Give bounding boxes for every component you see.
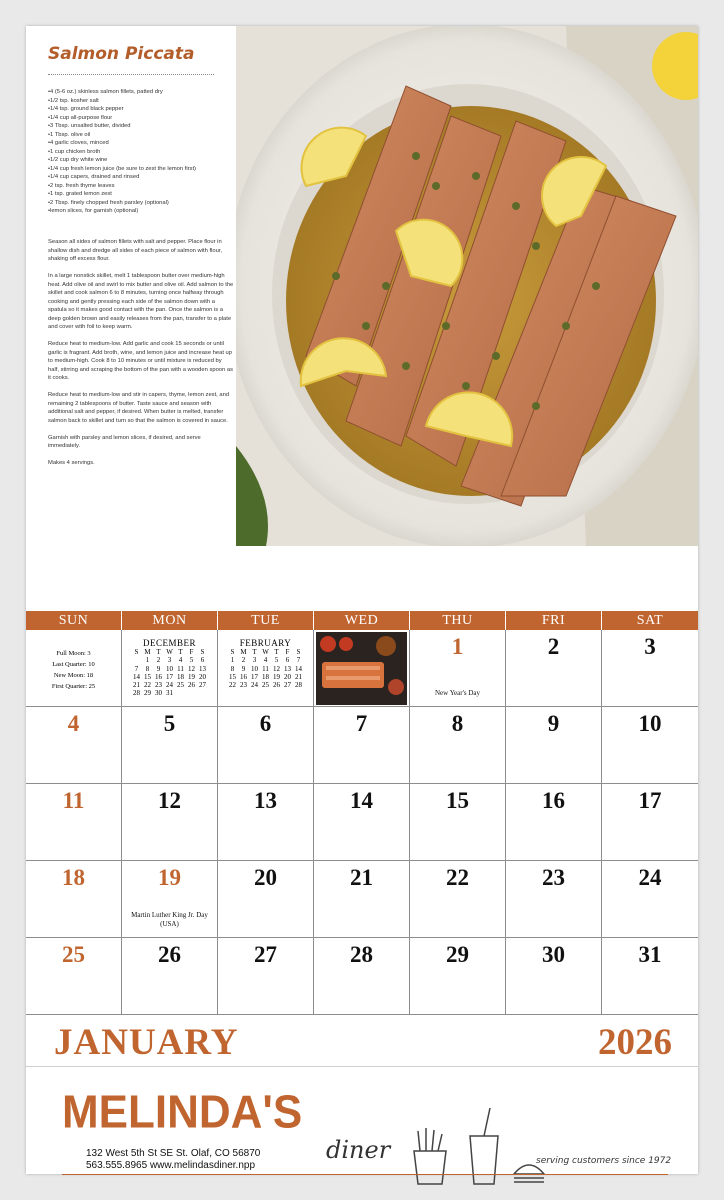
recipe-step: Season all sides of salmon fillets with salt and pepper. Place flour in shallow dish and dredge all sides of each piece of salmon with flour, shaking off excess flour. (48, 239, 223, 262)
mini-day: 28 (133, 689, 140, 698)
mini-day: 29 (144, 689, 151, 698)
mini-day: 31 (166, 689, 173, 698)
mini-day: 7 (296, 656, 301, 665)
ingredient-item: • 3 Tbsp. unsalted butter, divided (48, 122, 238, 131)
next-month-mini-calendar (218, 630, 313, 689)
mini-day: 27 (199, 681, 206, 690)
ingredient-item: • 1 cup chicken broth (48, 148, 238, 157)
day-number: 12 (158, 788, 181, 813)
day-number: 16 (542, 788, 565, 813)
month-calendar (26, 611, 698, 1075)
day-number: 25 (62, 942, 85, 967)
mini-day: 9 (241, 664, 246, 673)
moon-phases (26, 630, 121, 692)
day-cell (314, 938, 410, 1015)
day-cell (218, 784, 314, 861)
recipe-step: In a large nonstick skillet, melt 1 tablespoon butter over medium-high heat. Add olive oil and swirl to mix butter and olive oil. Add salmon to the skillet and cook salmon 6 to 8 minutes, turning once halfway through cooking and gently pressing each side of the salmon down with a spatula so it makes good contact with the pan. Once the salmon is a deep golden brown and easily releases from the pan, transfer to a plate and cover with foil to keep warm. (48, 273, 234, 330)
day-number: 11 (62, 788, 85, 813)
mini-day: 19 (188, 672, 195, 681)
mini-day (131, 656, 142, 664)
mini-weekday: T (156, 648, 161, 656)
mini-day: 23 (155, 681, 162, 690)
month-name: JANUARY (54, 1022, 239, 1063)
day-cell (218, 630, 314, 707)
mini-day: 3 (167, 656, 172, 665)
mini-day: 13 (284, 664, 291, 673)
mini-day: 16 (240, 672, 247, 681)
day-number: 26 (158, 942, 181, 967)
contact: 563.555.8965 www.melindasdiner.npp (86, 1160, 256, 1171)
mini-day: 26 (273, 681, 280, 690)
mini-weekday: T (274, 648, 279, 656)
mini-day: 4 (263, 656, 268, 665)
mini-day: 20 (199, 672, 206, 681)
mini-day: 27 (284, 681, 291, 690)
day-number: 6 (259, 711, 272, 736)
advertiser-imprint (26, 1066, 698, 1174)
recipe-title: Salmon Piccata (48, 44, 195, 64)
day-cell (410, 707, 506, 784)
mini-weekday: S (200, 648, 205, 656)
mini-weekday: W (166, 648, 173, 656)
ingredient-item: • 2 tsp. fresh thyme leaves (48, 182, 238, 191)
day-cell (26, 630, 122, 707)
day-cell (26, 784, 122, 861)
ingredient-item: • 2 Tbsp. finely chopped fresh parsley (optional) (48, 199, 238, 208)
day-number: 14 (350, 788, 373, 813)
mini-calendar-grid (218, 648, 313, 689)
mini-day: 7 (134, 664, 139, 673)
mini-day: 14 (295, 664, 302, 673)
recipe-instructions (48, 238, 234, 476)
ingredient-item: • lemon slices, for garnish (optional) (48, 207, 238, 216)
mini-day: 18 (177, 672, 184, 681)
mini-day (175, 689, 186, 697)
mini-weekday: T (252, 648, 257, 656)
weekday-header (26, 611, 698, 630)
day-number: 3 (644, 634, 656, 659)
mini-weekday: M (240, 648, 247, 656)
moon-phase: First Quarter: 25 (51, 683, 96, 690)
day-cell (26, 707, 122, 784)
weekday-label: SUN (26, 611, 122, 630)
mini-day: 18 (262, 672, 269, 681)
mini-day: 24 (166, 681, 173, 690)
recipe-step: Reduce heat to medium-low and stir in capers, thyme, lemon zest, and remaining 2 tablespoons of butter. Taste sauce and season with additional salt and pepper, if desired. When butter is melted, transfer salmon back to skillet and turn so that the salmon is covered in sauce. (48, 392, 230, 424)
day-number: 21 (350, 865, 373, 890)
holiday-label: New Year's Day (434, 689, 480, 697)
day-number: 10 (638, 711, 662, 736)
mini-day: 20 (284, 672, 291, 681)
mini-weekday: S (296, 648, 301, 656)
ingredient-item: • 1/4 tsp. ground black pepper (48, 105, 238, 114)
mini-day: 6 (285, 656, 290, 665)
mini-day: 11 (177, 664, 184, 673)
mini-day (186, 689, 197, 697)
mini-day: 4 (178, 656, 183, 665)
day-cell (122, 784, 218, 861)
day-number: 29 (446, 942, 469, 967)
day-cell (26, 861, 122, 938)
mini-day: 25 (177, 681, 184, 690)
day-cell (314, 630, 410, 707)
ingredient-item: • 4 (5-6 oz.) skinless salmon fillets, patted dry (48, 88, 238, 97)
mini-calendar-title: DECEMBER (142, 638, 196, 648)
day-cell (602, 630, 698, 707)
day-number: 18 (62, 865, 85, 890)
mini-day: 6 (200, 656, 205, 665)
brand-subtitle: diner (326, 1136, 391, 1164)
tagline: serving customers since 1972 (536, 1156, 672, 1166)
mini-day: 19 (273, 672, 280, 681)
day-number: 7 (355, 711, 368, 736)
day-number: 30 (542, 942, 565, 967)
recipe-step: Makes 4 servings. (48, 460, 95, 466)
day-cell (506, 784, 602, 861)
mini-day: 21 (295, 672, 302, 681)
address: 132 West 5th St SE St. Olaf, CO 56870 (86, 1148, 261, 1159)
day-number: 8 (451, 711, 464, 736)
recipe-step: Garnish with parsley and lemon slices, if desired, and serve immediately. (48, 434, 201, 449)
moon-phase: Last Quarter: 10 (52, 661, 95, 668)
day-cell (602, 784, 698, 861)
weekday-label: MON (122, 611, 218, 630)
imprint-rule (62, 1174, 668, 1175)
mini-day: 5 (274, 656, 279, 665)
weekday-label: TUE (218, 611, 314, 630)
mini-weekday: S (134, 648, 139, 656)
mini-day: 5 (189, 656, 194, 665)
mini-day: 1 (145, 656, 150, 665)
moon-phase: Full Moon: 3 (56, 650, 91, 657)
mini-weekday: F (189, 648, 194, 656)
mini-weekday: W (262, 648, 269, 656)
ingredient-item: • 1/2 cup dry white wine (48, 156, 238, 165)
mini-day: 15 (229, 672, 236, 681)
mini-day: 2 (241, 656, 246, 665)
day-cell (602, 707, 698, 784)
day-number: 5 (163, 711, 176, 736)
mini-day: 15 (144, 672, 151, 681)
prev-month-mini-calendar (122, 630, 217, 698)
ingredient-item: • 1/4 cup fresh lemon juice (be sure to zest the lemon first) (48, 165, 238, 174)
mini-day: 12 (273, 664, 280, 673)
day-cell (506, 707, 602, 784)
mini-day: 10 (166, 664, 173, 673)
day-number: 2 (547, 634, 560, 659)
title-divider (48, 74, 214, 75)
recipe-panel (26, 26, 236, 546)
mini-day: 13 (199, 664, 206, 673)
day-cell (602, 938, 698, 1015)
day-cell (314, 784, 410, 861)
salmon-photo (236, 26, 698, 546)
year: 2026 (598, 1022, 672, 1063)
mini-day: 8 (145, 664, 150, 673)
mini-day: 9 (156, 664, 161, 673)
mini-day: 3 (252, 656, 257, 665)
ingredient-item: • 1/4 cup all-purpose flour (48, 114, 238, 123)
day-cell (26, 938, 122, 1015)
day-number: 22 (446, 865, 469, 890)
day-number: 13 (254, 788, 277, 813)
mini-weekday: F (285, 648, 290, 656)
salmon-piccata-image (236, 26, 698, 546)
day-cell (506, 630, 602, 707)
mini-day: 25 (262, 681, 269, 690)
mini-day: 11 (262, 664, 269, 673)
address-block (86, 1148, 260, 1172)
holiday-label: Martin Luther King Jr. Day (USA) (131, 911, 208, 928)
day-cell (122, 938, 218, 1015)
mini-day: 28 (295, 681, 302, 690)
ingredient-item: • 1 Tbsp. olive oil (48, 131, 238, 140)
day-number: 20 (254, 865, 277, 890)
ingredient-item: • 1 tsp. grated lemon zest (48, 190, 238, 199)
day-number: 23 (542, 865, 565, 890)
day-cell (506, 938, 602, 1015)
ingredient-item: • 4 garlic cloves, minced (48, 139, 238, 148)
mini-day (197, 689, 208, 697)
ingredient-item: • 1/4 cup capers, drained and rinsed (48, 173, 238, 182)
day-cell (122, 630, 218, 707)
mini-calendar-title: FEBRUARY (239, 638, 292, 648)
weekday-label: WED (314, 611, 410, 630)
day-cell (410, 861, 506, 938)
day-number: 24 (638, 865, 662, 890)
weekday-label: SAT (636, 613, 664, 628)
day-grid (26, 630, 698, 1015)
day-number: 9 (547, 711, 560, 736)
day-cell (410, 630, 506, 707)
day-cell (314, 861, 410, 938)
mini-weekday: M (144, 648, 151, 656)
day-cell (122, 861, 218, 938)
mini-day: 30 (155, 689, 162, 698)
mini-day: 14 (133, 672, 140, 681)
weekday-label: THU (410, 611, 506, 630)
mini-day: 22 (229, 681, 236, 690)
day-cell (218, 938, 314, 1015)
weekday-label: FRI (506, 611, 602, 630)
recipe-step: Reduce heat to medium-low. Add garlic and cook 15 seconds or until garlic is fragrant. Add broth, wine, and lemon juice and increase heat up to medium-high. Cook 8 to 10 minutes or until mixture is reduced by half, stirring and scraping the bottom of the pan with a wooden spoon as it cooks. (48, 341, 233, 381)
mini-day: 17 (251, 672, 258, 681)
mini-day: 23 (240, 681, 247, 690)
day-number: 15 (446, 788, 469, 813)
day-cell (410, 938, 506, 1015)
moon-phase: New Moon: 18 (53, 672, 94, 679)
mini-day: 21 (133, 681, 140, 690)
ingredient-item: • 1/2 tsp. kosher salt (48, 97, 238, 106)
mini-weekday: T (178, 648, 183, 656)
mini-weekday: S (230, 648, 235, 656)
day-cell (218, 707, 314, 784)
mini-day: 10 (251, 664, 258, 673)
day-number: 1 (451, 634, 464, 659)
mini-day: 16 (155, 672, 162, 681)
day-cell (122, 707, 218, 784)
day-number: 4 (67, 711, 80, 736)
mini-day: 22 (144, 681, 151, 690)
calendar-page (26, 26, 698, 1174)
day-cell (602, 861, 698, 938)
mini-day: 1 (230, 656, 235, 665)
mini-day: 2 (156, 656, 161, 665)
mini-day: 26 (188, 681, 195, 690)
day-number: 31 (638, 942, 662, 967)
day-cell (410, 784, 506, 861)
mini-day: 12 (188, 664, 195, 673)
mini-day: 24 (251, 681, 258, 690)
day-number: 27 (254, 942, 277, 967)
brand-name: MELINDA'S (62, 1086, 303, 1139)
day-cell (506, 861, 602, 938)
day-cell (314, 707, 410, 784)
mini-calendar-grid (122, 648, 217, 698)
mini-day: 17 (166, 672, 173, 681)
imprint-divider (26, 1066, 698, 1067)
ingredient-list (48, 88, 238, 216)
food-thumbnail (316, 632, 407, 705)
day-cell (218, 861, 314, 938)
mini-day: 8 (230, 664, 235, 673)
day-number: 17 (638, 788, 662, 813)
diner-food-icons (404, 1106, 554, 1191)
day-number: 28 (350, 942, 373, 967)
day-number: 19 (158, 865, 181, 890)
